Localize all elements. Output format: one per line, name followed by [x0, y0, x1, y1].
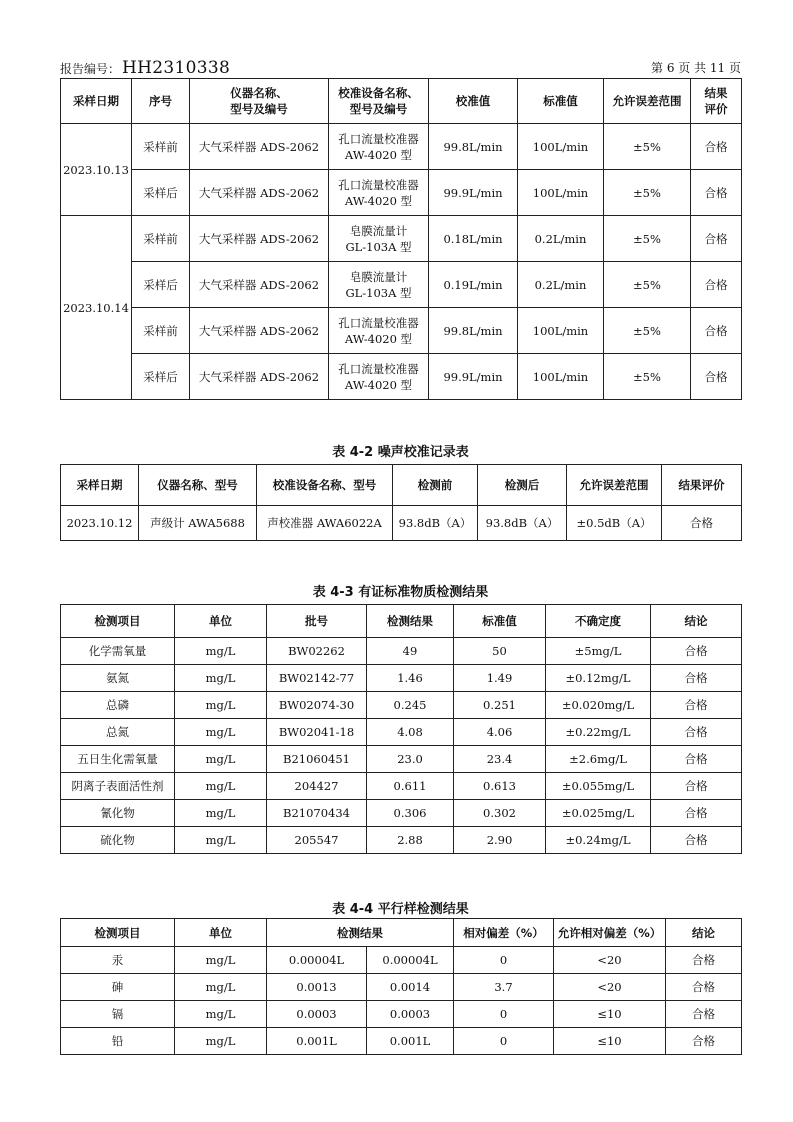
table-cell: ±5% [604, 262, 691, 308]
table-cell: ±0.020mg/L [546, 692, 651, 719]
table-header-cell: 结果 评价 [691, 79, 742, 124]
table-row [61, 1028, 742, 1055]
table-cell: mg/L [175, 974, 267, 1001]
table-row [61, 262, 742, 308]
table-cell: ±0.055mg/L [546, 773, 651, 800]
table-cell: 镉 [61, 1001, 175, 1028]
table-cell: ±2.6mg/L [546, 746, 651, 773]
table-header-cell: 校准值 [429, 79, 518, 124]
table-header-cell: 检测项目 [61, 605, 175, 638]
table-cell: 0.0013 [267, 974, 367, 1001]
table-cell: ±0.025mg/L [546, 800, 651, 827]
parallel-sample-table [60, 918, 742, 1055]
table-cell: 0 [454, 1001, 554, 1028]
table-cell: 99.8L/min [429, 308, 518, 354]
table-row [61, 947, 742, 974]
table-cell: 1.46 [367, 665, 454, 692]
table-cell: mg/L [175, 947, 267, 974]
report-number [60, 58, 230, 78]
table-cell: mg/L [175, 1028, 267, 1055]
table-cell: 93.8dB（A） [393, 506, 478, 541]
table-cell: 0.18L/min [429, 216, 518, 262]
table-cell: 2.90 [454, 827, 546, 854]
table-cell: 99.9L/min [429, 170, 518, 216]
table-cell: ≤10 [554, 1028, 666, 1055]
table-cell: 合格 [651, 827, 742, 854]
table-cell: 皂膜流量计 GL-103A 型 [329, 262, 429, 308]
page-info: 第 6 页 共 11 页 [651, 61, 741, 75]
table-cell: 采样后 [132, 354, 190, 400]
table-cell: 砷 [61, 974, 175, 1001]
table-header-cell: 标准值 [454, 605, 546, 638]
table-cell: ±5% [604, 308, 691, 354]
table-row [61, 974, 742, 1001]
table-cell: mg/L [175, 1001, 267, 1028]
table-cell: 99.8L/min [429, 124, 518, 170]
table-header-cell: 检测结果 [367, 605, 454, 638]
table-header-cell: 检测前 [393, 465, 478, 506]
table-cell: 49 [367, 638, 454, 665]
table-cell: 合格 [651, 692, 742, 719]
table-cell: 23.0 [367, 746, 454, 773]
table-cell: 0.245 [367, 692, 454, 719]
table-caption-reference: 表 4-3 有证标准物质检测结果 [312, 585, 489, 600]
table-cell: 合格 [691, 354, 742, 400]
table-cell: 0.19L/min [429, 262, 518, 308]
table-cell: ±5% [604, 124, 691, 170]
table-cell: <20 [554, 974, 666, 1001]
table-cell: 合格 [662, 506, 742, 541]
table-cell: BW02041-18 [267, 719, 367, 746]
table-row [61, 800, 742, 827]
table-header-cell: 单位 [175, 919, 267, 947]
table-cell: 大气采样器 ADS-2062 [190, 170, 329, 216]
table-cell: 100L/min [518, 354, 604, 400]
table-header-cell: 采样日期 [61, 79, 132, 124]
table-cell: 大气采样器 ADS-2062 [190, 262, 329, 308]
table-cell: ±5% [604, 354, 691, 400]
table-cell: 合格 [691, 170, 742, 216]
table-cell: B21070434 [267, 800, 367, 827]
table-cell: 采样前 [132, 308, 190, 354]
table-header-cell: 允许误差范围 [604, 79, 691, 124]
table-cell: 合格 [651, 665, 742, 692]
table-cell: mg/L [175, 665, 267, 692]
table-cell: 孔口流量校准器 AW-4020 型 [329, 308, 429, 354]
table-row [61, 746, 742, 773]
table-cell: 合格 [691, 124, 742, 170]
report-number-code: HH2310338 [122, 58, 231, 78]
table-cell: 合格 [666, 1028, 742, 1055]
table-cell: 合格 [651, 638, 742, 665]
table-cell: ±5mg/L [546, 638, 651, 665]
table-header-cell: 不确定度 [546, 605, 651, 638]
table-cell: 0.0003 [267, 1001, 367, 1028]
table-cell: 合格 [651, 800, 742, 827]
table-cell: 孔口流量校准器 AW-4020 型 [329, 354, 429, 400]
table-cell: 孔口流量校准器 AW-4020 型 [329, 124, 429, 170]
table-cell: 总氮 [61, 719, 175, 746]
table-row [61, 216, 742, 262]
table-header-cell: 允许误差范围 [567, 465, 662, 506]
report-number-label: 报告编号： [60, 62, 121, 76]
table-cell: mg/L [175, 827, 267, 854]
table-cell: 0.2L/min [518, 216, 604, 262]
table-cell: 采样前 [132, 124, 190, 170]
table-row [61, 1001, 742, 1028]
table-cell: 铅 [61, 1028, 175, 1055]
table-header-cell: 单位 [175, 605, 267, 638]
table-header-cell: 结论 [651, 605, 742, 638]
table-cell: 采样后 [132, 170, 190, 216]
table-cell: 化学需氧量 [61, 638, 175, 665]
table-cell: 50 [454, 638, 546, 665]
table-cell: 0.0003 [367, 1001, 454, 1028]
table-cell: 合格 [651, 719, 742, 746]
table-cell: 采样前 [132, 216, 190, 262]
table-cell: 合格 [691, 216, 742, 262]
table-cell: 0 [454, 1028, 554, 1055]
table-header-cell: 校准设备名称、型号 [257, 465, 393, 506]
table-cell: 2.88 [367, 827, 454, 854]
table-cell: 大气采样器 ADS-2062 [190, 308, 329, 354]
table-cell: ±5% [604, 170, 691, 216]
table-caption-parallel: 表 4-4 平行样检测结果 [332, 902, 469, 917]
noise-calibration-table [60, 464, 742, 541]
table-cell: mg/L [175, 800, 267, 827]
table-cell: 100L/min [518, 308, 604, 354]
table-cell: 孔口流量校准器 AW-4020 型 [329, 170, 429, 216]
table-cell: mg/L [175, 773, 267, 800]
table-header-cell: 校准设备名称、 型号及编号 [329, 79, 429, 124]
table-cell: 99.9L/min [429, 354, 518, 400]
table-cell: 采样后 [132, 262, 190, 308]
table-cell: 0.001L [367, 1028, 454, 1055]
table-cell: 硫化物 [61, 827, 175, 854]
table-row [61, 827, 742, 854]
table-cell: 大气采样器 ADS-2062 [190, 354, 329, 400]
table-header-cell: 相对偏差（%） [454, 919, 554, 947]
table-cell: ±0.22mg/L [546, 719, 651, 746]
table-header-cell: 检测项目 [61, 919, 175, 947]
table-row [61, 665, 742, 692]
table-header-cell: 检测结果 [267, 919, 454, 947]
table-cell: 合格 [666, 947, 742, 974]
table-cell: mg/L [175, 719, 267, 746]
table-cell: 总磷 [61, 692, 175, 719]
table-cell: 皂膜流量计 GL-103A 型 [329, 216, 429, 262]
table-cell: ≤10 [554, 1001, 666, 1028]
table-cell: 合格 [691, 308, 742, 354]
table-header-cell: 批号 [267, 605, 367, 638]
table-cell: 100L/min [518, 170, 604, 216]
table-row [61, 773, 742, 800]
table-row [61, 692, 742, 719]
table-cell: <20 [554, 947, 666, 974]
table-header-cell: 序号 [132, 79, 190, 124]
table-header-cell: 结论 [666, 919, 742, 947]
sampling-date-cell: 2023.10.14 [61, 216, 132, 400]
table-row [61, 354, 742, 400]
table-cell: 声校准器 AWA6022A [257, 506, 393, 541]
table-row [61, 308, 742, 354]
table-cell: 205547 [267, 827, 367, 854]
table-cell: 汞 [61, 947, 175, 974]
table-cell: 0.611 [367, 773, 454, 800]
table-cell: 大气采样器 ADS-2062 [190, 216, 329, 262]
table-cell: mg/L [175, 692, 267, 719]
table-row [61, 170, 742, 216]
table-cell: 声级计 AWA5688 [139, 506, 257, 541]
table-cell: ±0.5dB（A） [567, 506, 662, 541]
table-caption-noise: 表 4-2 噪声校准记录表 [332, 445, 469, 460]
table-row [61, 124, 742, 170]
table-cell: 大气采样器 ADS-2062 [190, 124, 329, 170]
table-cell: 合格 [691, 262, 742, 308]
table-cell: 0.0014 [367, 974, 454, 1001]
table-header-cell: 标准值 [518, 79, 604, 124]
table-header-cell: 检测后 [478, 465, 567, 506]
table-cell: ±5% [604, 216, 691, 262]
table-cell: 0 [454, 947, 554, 974]
table-header-cell: 采样日期 [61, 465, 139, 506]
table-cell: 合格 [666, 1001, 742, 1028]
table-cell: 0.302 [454, 800, 546, 827]
table-cell: 4.06 [454, 719, 546, 746]
report-header [60, 56, 741, 78]
table-cell: 4.08 [367, 719, 454, 746]
table-cell: ±0.12mg/L [546, 665, 651, 692]
table-cell: 0.2L/min [518, 262, 604, 308]
table-cell: 0.00004L [367, 947, 454, 974]
table-cell: 0.00004L [267, 947, 367, 974]
table-cell: 93.8dB（A） [478, 506, 567, 541]
table-cell: mg/L [175, 746, 267, 773]
table-cell: 23.4 [454, 746, 546, 773]
table-cell: 0.613 [454, 773, 546, 800]
reference-material-table [60, 604, 742, 854]
flow-calibration-table [60, 78, 742, 400]
table-cell: 204427 [267, 773, 367, 800]
table-header-cell: 结果评价 [662, 465, 742, 506]
table-cell: 合格 [651, 746, 742, 773]
table-cell: 五日生化需氧量 [61, 746, 175, 773]
table-cell: mg/L [175, 638, 267, 665]
table-cell: 100L/min [518, 124, 604, 170]
table-row [61, 506, 742, 541]
table-row [61, 719, 742, 746]
table-cell: 0.001L [267, 1028, 367, 1055]
table-cell: 合格 [651, 773, 742, 800]
table-cell: 2023.10.12 [61, 506, 139, 541]
table-header-cell: 仪器名称、 型号及编号 [190, 79, 329, 124]
table-cell: 0.251 [454, 692, 546, 719]
table-cell: 1.49 [454, 665, 546, 692]
table-header-cell: 允许相对偏差（%） [554, 919, 666, 947]
table-header-cell: 仪器名称、型号 [139, 465, 257, 506]
table-cell: 氨氮 [61, 665, 175, 692]
table-cell: BW02074-30 [267, 692, 367, 719]
table-cell: 阴离子表面活性剂 [61, 773, 175, 800]
table-cell: B21060451 [267, 746, 367, 773]
table-cell: 3.7 [454, 974, 554, 1001]
table-cell: ±0.24mg/L [546, 827, 651, 854]
table-cell: BW02142-77 [267, 665, 367, 692]
table-cell: 氰化物 [61, 800, 175, 827]
sampling-date-cell: 2023.10.13 [61, 124, 132, 216]
table-cell: 0.306 [367, 800, 454, 827]
table-cell: BW02262 [267, 638, 367, 665]
table-cell: 合格 [666, 974, 742, 1001]
table-row [61, 638, 742, 665]
